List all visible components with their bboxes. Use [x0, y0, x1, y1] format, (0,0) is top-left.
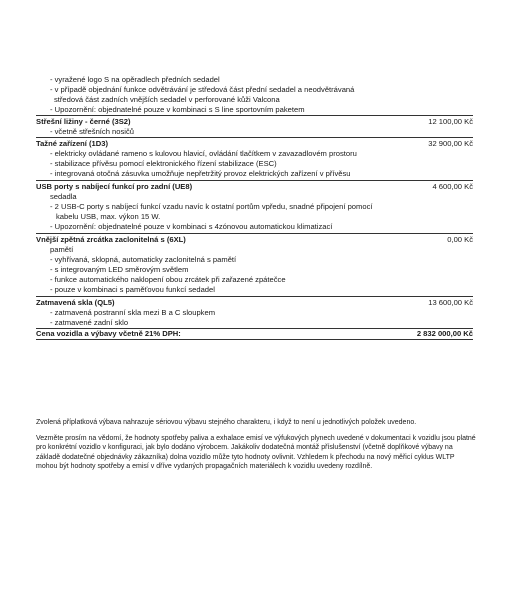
tow-line: - elektricky ovládané rameno s kulovou hlavicí, ovládání tlačítkem v zavazadlovém prostoru	[50, 149, 357, 158]
mirror-price: 0,00 Kč	[447, 235, 473, 244]
item-divider	[36, 180, 473, 181]
tow-line: - integrovaná otočná zásuvka umožňuje nepřetržitý provoz elektrických zařízení v přívěsu	[50, 169, 351, 178]
usb-line: - 2 USB-C porty s nabíjecí funkcí vzadu navíc k ostatní portům vpředu, snadné připojení pomocí	[50, 202, 373, 211]
glass-price: 13 600,00 Kč	[428, 298, 473, 307]
note-paragraph: Vezměte prosím na vědomí, že hodnoty spotřeby paliva a exhalace emisí ve výfukových plynech uvedené v dokumentaci k vozidlu jsou platné pro konkrétní vozidlo v konfiguraci, jak bylo dodáno výrobcem. Jakákoliv dodatečná montáž příslušenství (včetně doplňkové výbavy na základě dodatečné objednávky zákazníka) dolna vozidlo může tyto hodnoty ovlivnit. Vzhledem k přechodu na nový měřicí cyklus WLTP mohou být hodnoty spotřeby a emisí v dříve vydaných propagačních materiálech k vozidlu uvedeny rozdílně.	[36, 435, 476, 471]
mirror-line: - pouze v kombinaci s paměťovou funkcí sedadel	[50, 285, 215, 294]
intro-line: - Upozornění: objednatelné pouze v kombinaci s S line sportovním paketem	[50, 105, 305, 114]
intro-line: středová část zadních vnějších sedadel v perforované kůži Valcona	[54, 95, 280, 104]
intro-line: - vyražené logo S na opěradlech předních sedadel	[50, 75, 220, 84]
item-divider	[36, 296, 473, 297]
usb-line: sedadla	[50, 192, 77, 201]
intro-line: - v případě objednání funkce odvětrávání je středová část přední sedadel a neodvětrávaná	[50, 85, 355, 94]
tow-title: Tažné zařízení (1D3)	[36, 139, 109, 148]
item-divider	[36, 115, 473, 116]
mirror-line: - funkce automatického naklopení obou zrcátek při zařazené zpátečce	[50, 275, 286, 284]
mirror-line: pamětí	[50, 245, 74, 254]
item-divider	[36, 233, 473, 234]
total-label: Cena vozidla a výbavy včetně 21% DPH:	[36, 329, 181, 338]
roof-line: - včetně střešních nosičů	[50, 127, 134, 136]
usb-price: 4 600,00 Kč	[432, 182, 473, 191]
roof-price: 12 100,00 Kč	[428, 117, 473, 126]
usb-line: kabelu USB, max. výkon 15 W.	[56, 212, 161, 221]
total-value: 2 832 000,00 Kč	[416, 329, 473, 338]
tow-price: 32 900,00 Kč	[428, 139, 473, 148]
mirror-line: - s integrovaným LED směrovým světlem	[50, 265, 189, 274]
total-divider	[36, 339, 473, 340]
mirror-title: Vnější zpětná zrcátka zaclonitelná s (6XL)	[36, 235, 186, 244]
roof-title: Střešní ližiny - černé (3S2)	[36, 117, 131, 126]
tow-line: - stabilizace přívěsu pomocí elektronického řízení stabilizace (ESC)	[50, 159, 277, 168]
glass-line: - zatmavená postranní skla mezi B a C sloupkem	[50, 308, 216, 317]
mirror-line: - vyhřívaná, sklopná, automaticky zaclonitelná s pamětí	[50, 255, 237, 264]
item-divider	[36, 137, 473, 138]
usb-title: USB porty s nabíjecí funkcí pro zadní (UE8)	[36, 182, 193, 191]
glass-title: Zatmavená skla (QL5)	[36, 298, 115, 307]
usb-line: - Upozornění: objednatelné pouze v kombinaci s 4zónovou automatickou klimatizací	[50, 222, 333, 231]
glass-line: - zatmavené zadní sklo	[50, 318, 129, 327]
note-paragraph: Zvolená příplatková výbava nahrazuje sériovou výbavu stejného charakteru, i když to není u jednotlivých položek uvedeno.	[36, 419, 417, 426]
